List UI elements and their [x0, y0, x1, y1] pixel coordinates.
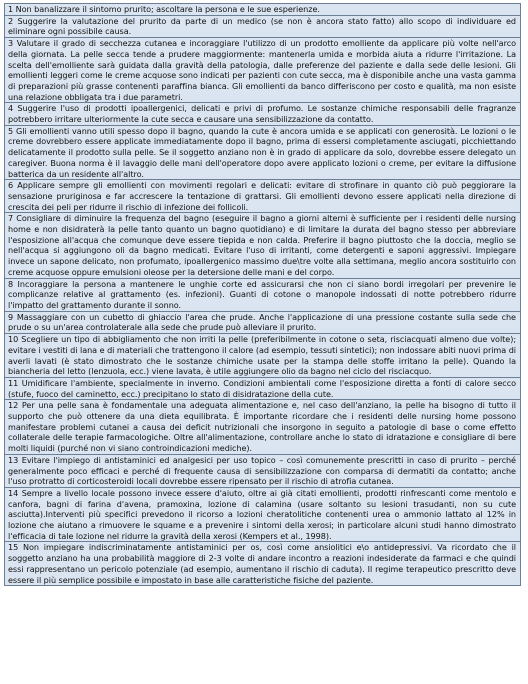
- recommendation-row-15: [5, 541, 520, 585]
- recommendation-row-11: [5, 377, 520, 399]
- recommendation-text: 2 Suggerire la valutazione del prurito da parte di un medico (se non è ancora stato fatto) allo scopo di individuare ed eliminare ogni possibile causa.: [8, 15, 516, 37]
- recommendation-row-5: [5, 125, 520, 180]
- recommendations-table: [4, 3, 521, 586]
- recommendation-row-7: [5, 212, 520, 277]
- recommendation-text: 8 Incoraggiare la persona a mantenere le unghie corte ed assicurarsi che non ci siano bordi irregolari per prevenire le complicanze relative al grattamento (es. infezioni). Guanti di cotone o manopole indossati di notte potrebbero ridurre l'impatto del grattamento durante il sonno.: [8, 278, 516, 310]
- recommendation-text: 11 Umidificare l'ambiente, specialmente in inverno. Condizioni ambientali come l'esposizione diretta a fonti di calore secco (stufe, fuoco del caminetto, ecc.) precipitano lo stato di disidratazione della cute.: [8, 377, 516, 399]
- recommendation-row-4: [5, 102, 520, 124]
- recommendation-text: 4 Suggerire l'uso di prodotti ipoallergenici, delicati e privi di profumo. Le sostanze chimiche responsabili delle fragranze potrebbero irritare ulteriormente la cute secca e causare una sensibilizzazione da contatto.: [8, 103, 516, 125]
- recommendation-row-8: [5, 278, 520, 311]
- recommendation-row-2: [5, 15, 520, 37]
- recommendation-text: 3 Valutare il grado di secchezza cutanea e incoraggiare l'utilizzo di un prodotto emolliente da applicare più volte nell'arco della giornata. La pelle secca tende a prudere maggiormente: mantenerla umida e morbida aiuta a ridurre l'irritazione. La scelta dell'emolliente sarà guidata dalla gravità della patologia, dalle preferenze del paziente e dalla sede delle lesioni. Gli emollienti leggeri come le creme acquose sono indicati per pazienti con cute secca, ma è disponibile anche una vasta gamma di preparazioni più grasse contenenti paraffina bianca. Gli emollienti da banco differiscono per costo e qualità, ma non esiste una relazione obbligata tra i due parametri.: [8, 38, 516, 102]
- recommendation-row-12: [5, 399, 520, 454]
- recommendation-row-14: [5, 487, 520, 542]
- recommendation-text: 15 Non impiegare indiscriminatamente antistaminici per os, così come ansiolitici e\o antidepressivi. Va ricordato che il soggetto anziano ha una probabilità maggiore di 2-3 volte di andare incontro a reazioni indesiderate da farmaci e che quindi essi rappresentano un pericolo potenziale (ad esempio, aumentano il rischio di caduta). Il regime terapeutico prescritto deve essere il più semplice possibile e impostato in base alle caratteristiche fisiche del paziente.: [8, 542, 516, 585]
- recommendation-text: 10 Scegliere un tipo di abbigliamento che non irriti la pelle (preferibilmente in cotone o seta, risciacquati almeno due volte); evitare i vestiti di lana e di materiali che trattengono il calore (ad esempio, tessuti sintetici); non indossare abiti nuovi prima di averli lavati (è stato dimostrato che le sostanze chimiche usate per la stampa delle stoffe irritano la pelle). Quando la biancheria del letto (lenzuola, ecc.) viene lavata, è utile aggiungere olio da bagno nel ciclo del risciacquo.: [8, 334, 516, 377]
- recommendation-row-9: [5, 311, 520, 333]
- recommendation-row-3: [5, 37, 520, 102]
- recommendation-text: 14 Sempre a livello locale possono invece essere d'aiuto, oltre ai già citati emollienti, prodotti rinfrescanti come mentolo e canfora, bagni di farina d'avena, pramoxina, lozione di calamina (usare soltanto su lesioni trasudanti, non su cute asciutta).Interventi più specifici prevedono il ricorso a lozioni cheratolitiche contenenti urea o ammonio lattato al 12% in lozione che aiutano a rimuovere le squame e a prevenire i sintomi della xerosi; in particolare alcuni studi hanno dimostrato l'efficacia di tale lozione nel ridurre la gravità della xerosi (Kempers et al., 1998).: [8, 487, 516, 541]
- recommendation-text: 1 Non banalizzare il sintomo prurito; ascoltare la persona e le sue esperienze.: [8, 4, 320, 14]
- recommendation-row-13: [5, 454, 520, 487]
- recommendation-text: 6 Applicare sempre gli emollienti con movimenti regolari e delicati: evitare di strofinare in quanto ciò può peggiorare la sensazione pruriginosa e far accrescere la tentazione di grattarsi. Gli emollienti devono essere applicati nella direzione di crescita dei peli per ridurre il rischio di infezione dei follicoli.: [8, 180, 516, 212]
- recommendation-row-6: [5, 179, 520, 212]
- recommendation-text: 9 Massaggiare con un cubetto di ghiaccio l'area che prude. Anche l'applicazione di una pressione costante sulla sede che prude o su un'area controlaterale alla sede che prude può alleviare il prurito.: [8, 311, 516, 333]
- recommendation-row-10: [5, 333, 520, 377]
- recommendation-text: 13 Evitare l'impiego di antistaminici ed analgesici per uso topico – così comunemente prescritti in caso di prurito – perché generalmente poco efficaci e perché di frequente causa di sensibilizzazione con comparsa di dermatiti da contatto; anche l'uso protratto di corticosteroidi locali dovrebbe essere ripensato per il rischio di atrofia cutanea.: [8, 454, 516, 487]
- recommendation-text: 7 Consigliare di diminuire la frequenza del bagno (eseguire il bagno a giorni alterni è sufficiente per i residenti delle nursing home e non disidraterà la pelle tanto quanto un bagno quotidiano) e di limitare la durata del bagno stesso per abbreviare l'esposizione all'acqua che comunque deve essere tiepida e non calda. Preferire il bagno piuttosto che la doccia, meglio se nell'acqua si aggiungono oli da bagno medicati. Evitare l'uso di irritanti, come detergenti e saponi aggressivi. Impiegare invece un sapone delicato, non profumato, ipoallergenico massimo due\tre volte alla settimana, meglio ancora sostituirlo con creme acquose oppure emulsioni oleose per la detersione delle mani e del corpo.: [8, 213, 516, 277]
- recommendation-row-1: [5, 4, 520, 15]
- recommendation-text: 12 Per una pelle sana è fondamentale una adeguata alimentazione e, nel caso dell'anziano, la pelle ha bisogno di tutto il supporto che può ottenere da una dieta equilibrata. È importante ricordare che i residenti delle nursing home possono manifestare problemi cutanei a causa dei deficit nutrizionali che insorgono in seguito a patologie di base o come effetto collaterale delle terapie farmacologiche. Oltre all'alimentazione, controllare anche lo stato di idratazione e consigliare di bere molti liquidi (purché non vi siano controindicazioni mediche).: [8, 400, 516, 454]
- recommendation-text: 5 Gli emollienti vanno utili spesso dopo il bagno, quando la cute è ancora umida e se applicati con generosità. Le lozioni o le creme dovrebbero essere applicate immediatamente dopo il bagno, prima di essersi completamente asciugati, picchiettando delicatamente il prodotto sulla pelle. Se il soggetto anziano non è in grado di applicare da solo, dovrebbe essere delegato un caregiver. Buona norma è il lavaggio delle mani dell'operatore dopo avere applicato lozioni o creme, per evitare la diffusione batterica da un residente all'altro.: [8, 125, 516, 179]
